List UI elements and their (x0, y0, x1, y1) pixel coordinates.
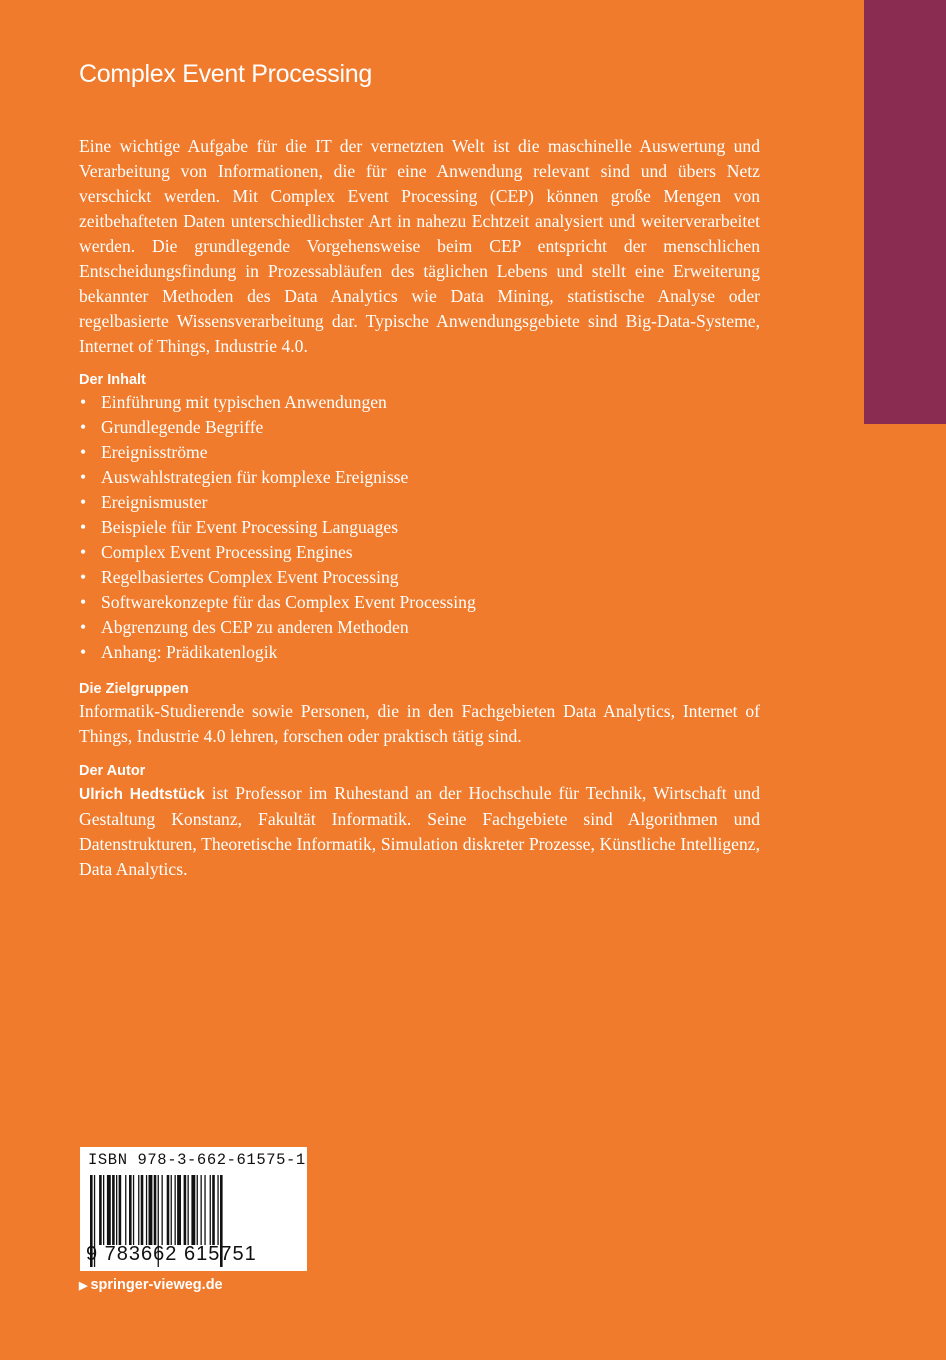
contents-list (79, 390, 760, 665)
publisher-link[interactable] (79, 1277, 223, 1293)
barcode-bar (197, 1175, 198, 1245)
bullet-icon: • (80, 492, 87, 512)
barcode-bar (175, 1175, 176, 1245)
barcode-bar (119, 1175, 122, 1245)
barcode-bar (107, 1175, 111, 1245)
list-item-text: Auswahlstrategien für komplexe Ereignisse (101, 467, 409, 487)
bullet-icon: • (80, 542, 87, 562)
list-item (79, 640, 760, 665)
bullet-icon: • (80, 592, 87, 612)
list-item (79, 390, 760, 415)
barcode-bar (112, 1175, 115, 1245)
isbn-barcode (80, 1147, 307, 1271)
publisher-url: springer-vieweg.de (90, 1277, 223, 1293)
contents-heading: Der Inhalt (79, 372, 146, 388)
list-item (79, 490, 760, 515)
barcode-bar (116, 1175, 117, 1245)
list-item (79, 415, 760, 440)
barcode-bar (125, 1175, 126, 1245)
barcode-digits: 9 783662 615751 (86, 1243, 257, 1265)
list-item-text: Complex Event Processing Engines (101, 542, 353, 562)
author-name: Ulrich Hedtstück (79, 786, 205, 803)
audience-heading: Die Zielgruppen (79, 681, 189, 697)
list-item-text: Ereignisströme (101, 442, 208, 462)
barcode-bar (162, 1175, 163, 1245)
barcode-bar (191, 1175, 195, 1245)
intro-paragraph: Eine wichtige Aufgabe für die IT der vernetzten Welt ist die maschinelle Auswertung und Verarbeitung von Informationen, die für eine Anwendung relevant sind und übers Netz verschickt werden. Mit Complex Event Processing (CEP) können große Mengen von zeitbehafteten Daten unterschiedlichster Art in nahezu Echtzeit analysiert und weiterverarbeitet werden. Die grundlegende Vorgehensweise beim CEP entspricht der menschlichen Entscheidungsfindung in Prozessabläufen des täglichen Lebens und stellt eine Erweiterung bekannter Methoden des Data Analytics wie Data Mining, statistische Analyse oder regelbasierte Wissensverarbeitung dar. Typische Anwendungsgebiete sind Big-Data-Systeme, Internet of Things, Industrie 4.0. (79, 136, 760, 356)
barcode-bar (212, 1175, 215, 1245)
list-item-text: Einführung mit typischen Anwendungen (101, 392, 387, 412)
list-item (79, 565, 760, 590)
list-item-text: Anhang: Prädikatenlogik (101, 642, 278, 662)
book-title: Complex Event Processing (79, 60, 372, 88)
barcode-bar (133, 1175, 134, 1245)
list-item (79, 440, 760, 465)
list-item-text: Ereignismuster (101, 492, 208, 512)
bullet-icon: • (80, 392, 87, 412)
barcode-bar (167, 1175, 170, 1245)
barcode-bar (171, 1175, 172, 1245)
barcode-bar (210, 1175, 211, 1245)
audience-paragraph: Informatik-Studierende sowie Personen, die in den Fachgebieten Data Analytics, Internet of Things, Industrie 4.0 lehren, forschen oder praktisch tätig sind. (79, 701, 760, 746)
barcode-bar (103, 1175, 104, 1245)
bullet-icon: • (80, 617, 87, 637)
list-item-text: Softwarekonzepte für das Complex Event Processing (101, 592, 476, 612)
barcode-bar (141, 1175, 144, 1245)
list-item-text: Regelbasiertes Complex Event Processing (101, 567, 399, 587)
author-bio: ist Professor im Ruhestand an der Hochschule für Technik, Wirtschaft und Gestaltung Konstanz, Fakultät Informatik. Seine Fachgebiete sind Algorithmen und Datenstrukturen, Theoretische Informatik, Simulation diskreter Prozesse, Künstliche Intelligenz, Data Analytics. (79, 783, 760, 879)
bullet-icon: • (80, 642, 87, 662)
barcode-bar (177, 1175, 181, 1245)
list-item-text: Beispiele für Event Processing Languages (101, 517, 399, 537)
bullet-icon: • (80, 567, 87, 587)
list-item (79, 590, 760, 615)
barcode-bar (204, 1175, 205, 1245)
barcode-bar (201, 1175, 202, 1245)
author-heading: Der Autor (79, 763, 146, 779)
bullet-icon: • (80, 417, 87, 437)
barcode-bar (99, 1175, 102, 1245)
barcode-bar (146, 1175, 147, 1245)
list-item (79, 515, 760, 540)
bullet-icon: • (80, 467, 87, 487)
list-item (79, 615, 760, 640)
arrow-right-icon: ▶ (79, 1280, 88, 1292)
list-item (79, 465, 760, 490)
side-color-band (864, 0, 946, 424)
barcode-bar (184, 1175, 187, 1245)
barcode-bar (138, 1175, 139, 1245)
list-item-text: Abgrenzung des CEP zu anderen Methoden (101, 617, 409, 637)
list-item (79, 540, 760, 565)
bullet-icon: • (80, 442, 87, 462)
bullet-icon: • (80, 517, 87, 537)
author-paragraph (79, 781, 760, 882)
barcode-bar (149, 1175, 153, 1245)
barcode-bar (217, 1175, 218, 1245)
isbn-label: ISBN 978-3-662-61575-1 (88, 1151, 306, 1169)
barcode-bar (154, 1175, 157, 1245)
barcode-bar (188, 1175, 189, 1245)
cover-content (79, 134, 760, 882)
list-item-text: Grundlegende Begriffe (101, 417, 264, 437)
barcode-bar (129, 1175, 132, 1245)
